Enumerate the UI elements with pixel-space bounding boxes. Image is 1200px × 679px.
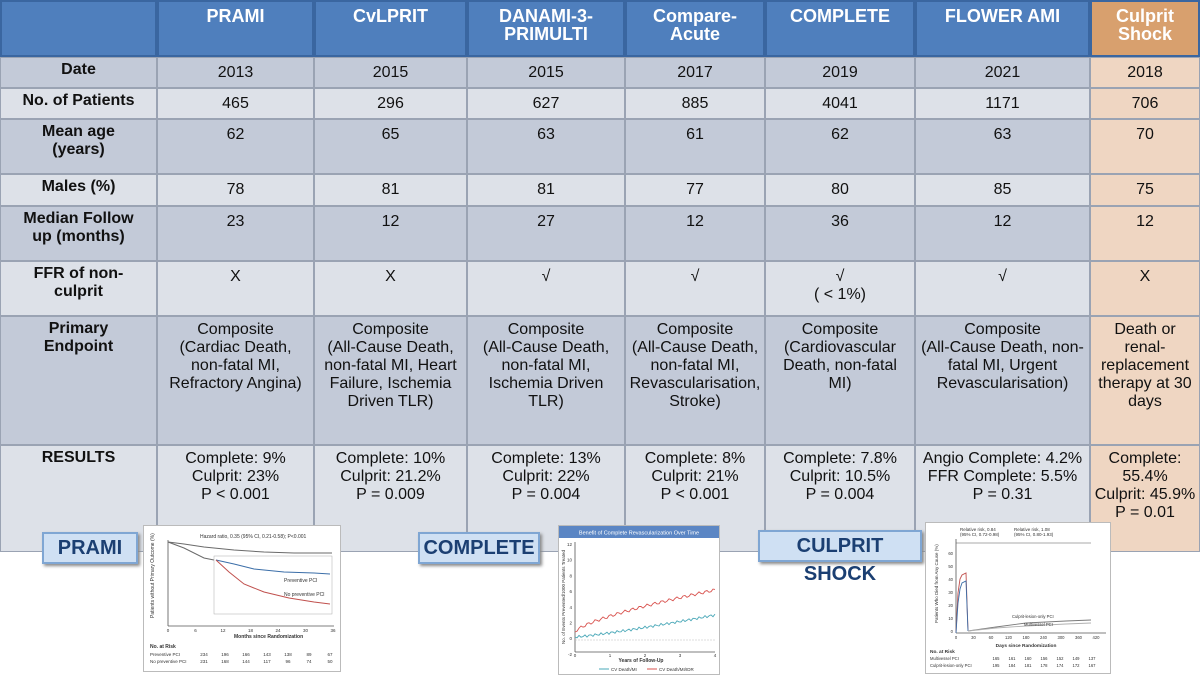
complete-xtick: 1 bbox=[608, 653, 612, 658]
shock-risk-value: 165 bbox=[992, 656, 1000, 661]
cell-date-flower-ami: 2021 bbox=[915, 57, 1090, 88]
complete-ytick: -2 bbox=[567, 651, 572, 657]
shock-xtick: 30 bbox=[971, 635, 976, 640]
cell-results-culprit-shock: Complete: 55.4% Culprit: 45.9% P = 0.01 bbox=[1090, 445, 1200, 552]
prami-risk-value: 168 bbox=[221, 659, 229, 664]
cell-date-danami: 2015 bbox=[467, 57, 625, 88]
cell-follow-up-compare-acute: 12 bbox=[625, 206, 765, 261]
prami-risk-label: No preventive PCI bbox=[150, 659, 187, 664]
cell-ffr-complete: √ ( < 1%) bbox=[765, 261, 915, 316]
shock-y-ticks bbox=[948, 551, 953, 634]
prami-at-risk: No. at Risk bbox=[150, 644, 176, 650]
shock-x-ticks bbox=[955, 635, 1100, 640]
shock-ytick: 0 bbox=[950, 629, 953, 634]
shock-ylabel: Patients Who Died from Any Cause (%) bbox=[934, 544, 939, 623]
cell-results-cvlprit: Complete: 10% Culprit: 21.2% P = 0.009 bbox=[314, 445, 467, 552]
complete-title: Benefit of Complete Revascularization Over Time bbox=[578, 530, 700, 537]
shock-ytick: 40 bbox=[948, 577, 953, 582]
cell-mean-age-flower-ami: 63 bbox=[915, 119, 1090, 174]
shock-rr1-line2: (95% CI, 0.72-0.98) bbox=[960, 532, 1000, 537]
shock-ytick: 10 bbox=[948, 616, 953, 621]
cell-follow-up-culprit-shock: 12 bbox=[1090, 206, 1200, 261]
row-label-follow-up: Median Follow up (months) bbox=[0, 206, 157, 261]
cell-date-complete: 2019 bbox=[765, 57, 915, 88]
prami-xtick: 24 bbox=[275, 628, 281, 633]
prami-risk-value: 74 bbox=[306, 659, 312, 664]
complete-ytick: 4 bbox=[569, 604, 572, 610]
cell-primary-endpoint-danami: Composite (All-Cause Death, non-fatal MI, Ischemia Driven TLR) bbox=[467, 316, 625, 445]
shock-risk-label: Culprit-lesion-only PCI bbox=[930, 663, 972, 668]
col-header-complete: COMPLETE bbox=[765, 0, 915, 57]
col-header-culprit-shock: Culprit Shock bbox=[1090, 0, 1200, 57]
row-label-primary-endpoint: Primary Endpoint bbox=[0, 316, 157, 445]
shock-risk-value: 195 bbox=[992, 663, 1000, 668]
cell-primary-endpoint-complete: Composite (Cardiovascular Death, non-fatal MI) bbox=[765, 316, 915, 445]
shock-xtick: 60 bbox=[988, 635, 994, 640]
prami-xtick: 12 bbox=[220, 628, 226, 633]
prami-risk-value: 166 bbox=[242, 652, 250, 657]
cell-mean-age-danami: 63 bbox=[467, 119, 625, 174]
shock-risk-value: 160 bbox=[1024, 656, 1032, 661]
prami-km-figure bbox=[143, 525, 341, 672]
prami-risk-label: Preventive PCI bbox=[150, 652, 181, 657]
prami-risk-value: 67 bbox=[327, 652, 333, 657]
complete-legend2: CV Death/MI/IDR bbox=[659, 667, 694, 672]
col-header-danami: DANAMI-3- PRIMULTI bbox=[467, 0, 625, 57]
complete-teal-curve bbox=[575, 614, 715, 638]
cell-mean-age-prami: 62 bbox=[157, 119, 314, 174]
cell-follow-up-cvlprit: 12 bbox=[314, 206, 467, 261]
cell-primary-endpoint-culprit-shock: Death or renal- replacement therapy at 30 days bbox=[1090, 316, 1200, 445]
row-label-ffr: FFR of non- culprit bbox=[0, 261, 157, 316]
cell-follow-up-flower-ami: 12 bbox=[915, 206, 1090, 261]
shock-xtick: 360 bbox=[1075, 635, 1082, 640]
cell-mean-age-complete: 62 bbox=[765, 119, 915, 174]
prami-tag: PRAMI bbox=[42, 532, 138, 564]
cell-ffr-flower-ami: √ bbox=[915, 261, 1090, 316]
complete-legend1: CV Death/MI bbox=[611, 667, 637, 672]
complete-ytick: 0 bbox=[569, 636, 572, 642]
complete-ytick: 8 bbox=[569, 573, 572, 579]
prami-risk-value: 96 bbox=[285, 659, 291, 664]
cell-follow-up-danami: 27 bbox=[467, 206, 625, 261]
prami-risk-value: 234 bbox=[200, 652, 208, 657]
prami-curve2-label: No preventive PCI bbox=[284, 592, 325, 598]
complete-benefit-figure bbox=[558, 525, 720, 675]
prami-xtick: 6 bbox=[194, 628, 197, 633]
shock-rr2-line1: Relative risk, 1.08 bbox=[1014, 527, 1050, 532]
cell-results-prami: Complete: 9% Culprit: 23% P < 0.001 bbox=[157, 445, 314, 552]
cell-males-culprit-shock: 75 bbox=[1090, 174, 1200, 206]
complete-xlabel: Years of Follow-Up bbox=[618, 658, 664, 664]
shock-risk-label: Multivessel PCI bbox=[930, 656, 959, 661]
shock-ytick: 20 bbox=[948, 603, 953, 608]
prami-risk-table bbox=[150, 652, 333, 664]
shock-rr1-line1: Relative risk, 0.84 bbox=[960, 527, 996, 532]
cell-results-danami: Complete: 13% Culprit: 22% P = 0.004 bbox=[467, 445, 625, 552]
complete-xtick: 2 bbox=[643, 653, 647, 658]
shock-ytick: 60 bbox=[948, 551, 953, 556]
col-header-prami: PRAMI bbox=[157, 0, 314, 57]
shock-risk-value: 152 bbox=[1056, 656, 1064, 661]
col-header-compare-acute: Compare- Acute bbox=[625, 0, 765, 57]
prami-risk-value: 196 bbox=[221, 652, 229, 657]
cell-males-danami: 81 bbox=[467, 174, 625, 206]
cell-follow-up-prami: 23 bbox=[157, 206, 314, 261]
shock-culprit-early-curve bbox=[956, 581, 968, 633]
shock-risk-value: 167 bbox=[1088, 663, 1096, 668]
prami-risk-value: 50 bbox=[327, 659, 333, 664]
cell-ffr-compare-acute: √ bbox=[625, 261, 765, 316]
complete-ytick: 12 bbox=[566, 542, 572, 547]
prami-risk-value: 117 bbox=[263, 659, 271, 664]
cell-patients-flower-ami: 1171 bbox=[915, 88, 1090, 119]
shock-at-risk: No. at Risk bbox=[930, 650, 955, 655]
cell-patients-culprit-shock: 706 bbox=[1090, 88, 1200, 119]
shock-xtick: 300 bbox=[1057, 635, 1065, 640]
shock-rr2-line2: (95% CI, 0.80-1.93) bbox=[1014, 532, 1054, 537]
cell-primary-endpoint-compare-acute: Composite (All-Cause Death, non-fatal MI, Revascularisation, Stroke) bbox=[625, 316, 765, 445]
cell-primary-endpoint-cvlprit: Composite (All-Cause Death, non-fatal MI, Heart Failure, Ischemia Driven TLR) bbox=[314, 316, 467, 445]
cell-primary-endpoint-prami: Composite (Cardiac Death, non-fatal MI, Refractory Angina) bbox=[157, 316, 314, 445]
shock-risk-table bbox=[930, 656, 1096, 668]
col-header-flower-ami: FLOWER AMI bbox=[915, 0, 1090, 57]
cell-results-compare-acute: Complete: 8% Culprit: 21% P < 0.001 bbox=[625, 445, 765, 552]
shock-xlabel: Days since Randomization bbox=[995, 644, 1057, 649]
prami-curve1-label: Preventive PCI bbox=[284, 578, 318, 584]
complete-xtick: 3 bbox=[678, 653, 682, 658]
row-label-date: Date bbox=[0, 57, 157, 88]
cell-patients-compare-acute: 885 bbox=[625, 88, 765, 119]
complete-ytick: 6 bbox=[569, 589, 572, 595]
cell-patients-danami: 627 bbox=[467, 88, 625, 119]
cell-date-prami: 2013 bbox=[157, 57, 314, 88]
shock-ytick: 30 bbox=[948, 590, 953, 595]
prami-xtick: 36 bbox=[330, 628, 336, 633]
prami-xtick: 0 bbox=[166, 628, 170, 633]
header-corner bbox=[0, 0, 157, 57]
prami-risk-value: 138 bbox=[284, 652, 292, 657]
shock-risk-value: 161 bbox=[1008, 656, 1016, 661]
cell-males-compare-acute: 77 bbox=[625, 174, 765, 206]
complete-ylabel: No. of Events Prevented/1000 Patients Treated bbox=[561, 549, 566, 644]
prami-risk-value: 231 bbox=[200, 659, 208, 664]
shock-risk-value: 178 bbox=[1040, 663, 1048, 668]
prami-outer-preventive-curve bbox=[168, 542, 332, 553]
cell-ffr-culprit-shock: X bbox=[1090, 261, 1200, 316]
cell-males-complete: 80 bbox=[765, 174, 915, 206]
prami-risk-value: 144 bbox=[242, 659, 250, 664]
cell-ffr-cvlprit: X bbox=[314, 261, 467, 316]
complete-xtick: 4 bbox=[713, 653, 717, 658]
complete-xtick: 0 bbox=[573, 653, 577, 658]
prami-xtick: 18 bbox=[247, 628, 254, 633]
cell-mean-age-compare-acute: 61 bbox=[625, 119, 765, 174]
col-header-cvlprit: CvLPRIT bbox=[314, 0, 467, 57]
shock-risk-value: 149 bbox=[1072, 656, 1080, 661]
complete-ytick: 2 bbox=[569, 620, 572, 626]
shock-xtick: 420 bbox=[1092, 635, 1100, 640]
culprit-shock-tag: CULPRIT SHOCK bbox=[758, 530, 922, 562]
cell-ffr-danami: √ bbox=[467, 261, 625, 316]
shock-xtick: 120 bbox=[1005, 635, 1012, 640]
shock-risk-value: 156 bbox=[1040, 656, 1048, 661]
shock-xtick: 180 bbox=[1022, 635, 1030, 640]
cell-results-flower-ami: Angio Complete: 4.2% FFR Complete: 5.5% P = 0.31 bbox=[915, 445, 1090, 552]
prami-xlabel: Months since Randomization bbox=[234, 634, 304, 640]
prami-hazard-text: Hazard ratio, 0.35 (95% CI, 0.21-0.58); P<0.001 bbox=[200, 534, 307, 540]
cell-patients-prami: 465 bbox=[157, 88, 314, 119]
cell-ffr-prami: X bbox=[157, 261, 314, 316]
row-label-mean-age: Mean age (years) bbox=[0, 119, 157, 174]
shock-risk-value: 174 bbox=[1056, 663, 1064, 668]
shock-xtick: 0 bbox=[954, 635, 958, 640]
shock-risk-value: 172 bbox=[1072, 663, 1080, 668]
shock-curve1-label: Culprit-lesion-only PCI bbox=[1012, 614, 1054, 619]
prami-ylabel: Patients without Primary Outcome (%) bbox=[150, 533, 156, 618]
cell-follow-up-complete: 36 bbox=[765, 206, 915, 261]
shock-risk-value: 184 bbox=[1008, 663, 1016, 668]
row-label-males: Males (%) bbox=[0, 174, 157, 206]
cell-patients-cvlprit: 296 bbox=[314, 88, 467, 119]
shock-xtick: 240 bbox=[1040, 635, 1047, 640]
row-label-results: RESULTS bbox=[0, 445, 157, 552]
prami-xtick: 30 bbox=[302, 628, 309, 633]
shock-curve2-label: Multivessel PCI bbox=[1024, 622, 1053, 627]
cell-males-prami: 78 bbox=[157, 174, 314, 206]
cell-mean-age-culprit-shock: 70 bbox=[1090, 119, 1200, 174]
shock-risk-value: 137 bbox=[1088, 656, 1096, 661]
cell-patients-complete: 4041 bbox=[765, 88, 915, 119]
prami-x-ticks bbox=[167, 628, 336, 633]
complete-tag: COMPLETE bbox=[418, 532, 540, 564]
complete-ytick: 10 bbox=[566, 557, 572, 563]
cell-date-culprit-shock: 2018 bbox=[1090, 57, 1200, 88]
prami-risk-value: 143 bbox=[263, 652, 271, 657]
cell-males-flower-ami: 85 bbox=[915, 174, 1090, 206]
complete-y-ticks bbox=[567, 542, 573, 657]
prami-risk-value: 89 bbox=[306, 652, 312, 657]
shock-risk-value: 181 bbox=[1024, 663, 1032, 668]
cell-mean-age-cvlprit: 65 bbox=[314, 119, 467, 174]
cell-primary-endpoint-flower-ami: Composite (All-Cause Death, non- fatal MI, Urgent Revascularisation) bbox=[915, 316, 1090, 445]
cell-date-compare-acute: 2017 bbox=[625, 57, 765, 88]
culprit-shock-km-figure bbox=[925, 522, 1111, 674]
shock-ytick: 50 bbox=[948, 564, 953, 569]
row-label-patients: No. of Patients bbox=[0, 88, 157, 119]
cell-males-cvlprit: 81 bbox=[314, 174, 467, 206]
cell-results-complete: Complete: 7.8% Culprit: 10.5% P = 0.004 bbox=[765, 445, 915, 552]
cell-date-cvlprit: 2015 bbox=[314, 57, 467, 88]
